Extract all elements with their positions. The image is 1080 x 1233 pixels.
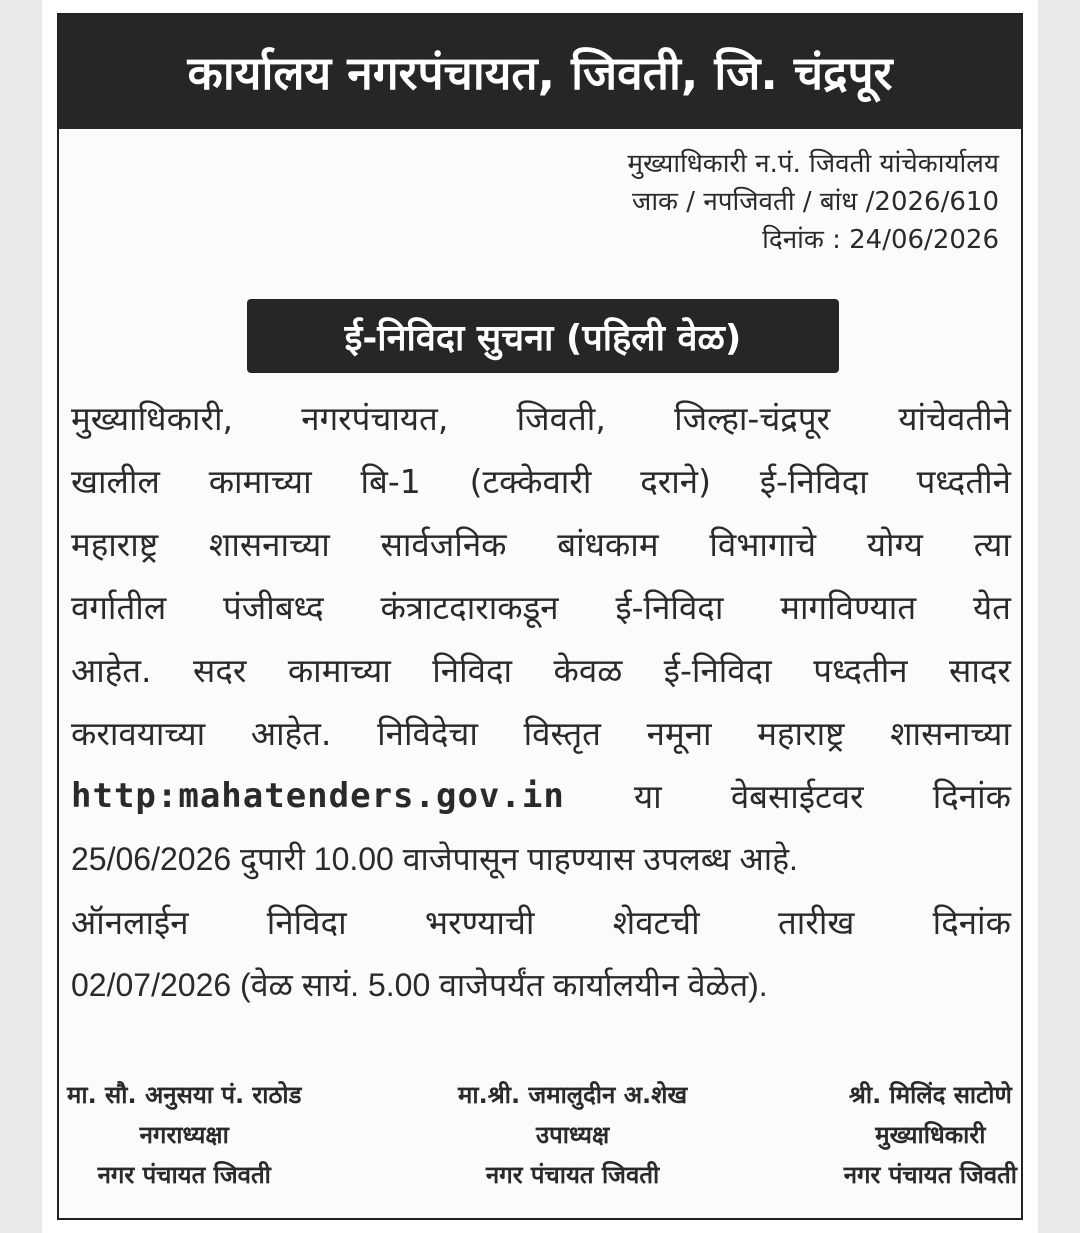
word: ई-निविदा [759, 462, 868, 501]
word: दिनांक [932, 777, 1011, 816]
word: योग्य [866, 525, 923, 564]
word: त्या [973, 525, 1011, 564]
signatory-office: नगर पंचायत जिवती [97, 1161, 271, 1189]
word: ऑनलाईन [71, 903, 189, 942]
body-line-url [71, 765, 1011, 828]
signatory-office: नगर पंचायत जिवती [843, 1161, 1017, 1189]
word: ई-निविदा [615, 588, 724, 627]
word: बांधकाम [557, 525, 659, 564]
word: पंजीबध्द [223, 588, 324, 627]
word: जिवती, [516, 399, 606, 438]
tender-notice [57, 13, 1023, 1220]
word: नगरपंचायत, [301, 399, 449, 438]
word: महाराष्ट्र [757, 714, 845, 753]
word: कंत्राटदाराकडून [380, 588, 559, 627]
word: सादर [949, 651, 1011, 690]
word: नमूना [646, 714, 712, 753]
body-line-1 [71, 387, 1011, 450]
office-line: मुख्याधिकारी न.पं. जिवती यांचेकार्यालय [627, 149, 999, 179]
word: यांचेवतीने [898, 399, 1011, 438]
notice-heading: ई-निविदा सुचना (पहिली वेळ) [247, 299, 839, 373]
word: ई-निविदा [663, 651, 772, 690]
word: कामाच्या [287, 651, 391, 690]
signature-block [67, 1075, 1017, 1195]
word: मागविण्यात [780, 588, 917, 627]
notice-date: दिनांक : 24/06/2026 [762, 225, 999, 255]
signatory-chief-officer [844, 1075, 1017, 1195]
word: तारीख [777, 903, 855, 942]
notice-body [71, 387, 1011, 1017]
body-line-deadline [71, 954, 1011, 1017]
word: सदर [193, 651, 247, 690]
word: जिल्हा-चंद्रपूर [674, 399, 831, 438]
office-title: कार्यालय नगरपंचायत, जिवती, जि. चंद्रपूर [187, 46, 893, 100]
word: वेबसाईटवर [730, 777, 864, 816]
body-line-availability [71, 828, 1011, 891]
word: आहेत. [71, 651, 152, 690]
word: भरण्याची [424, 903, 535, 942]
word: आहेत. [250, 714, 332, 753]
word: विस्तृत [523, 714, 601, 753]
word: कामाच्या [208, 462, 312, 501]
body-line-4 [71, 576, 1011, 639]
left-margin [0, 0, 42, 1233]
word: दराने) [640, 462, 711, 501]
word: वर्गातील [71, 588, 167, 627]
word: निविदा [432, 651, 513, 690]
word: पध्दतीन [813, 651, 908, 690]
body-line-6 [71, 702, 1011, 765]
deadline-text: 02/07/2026 (वेळ सायं. 5.00 वाजेपर्यंत कार्यालयीन वेळेत). [71, 967, 768, 1003]
signatory-office: नगर पंचायत जिवती [485, 1161, 660, 1189]
word: शासनाच्या [890, 714, 1011, 753]
body-line-5 [71, 639, 1011, 702]
word: केवळ [553, 651, 623, 690]
body-line-3 [71, 513, 1011, 576]
word: करावयाच्या [71, 714, 206, 753]
reference-number: जाक / नपजिवती / बांध /2026/610 [632, 187, 999, 217]
word: सार्वजनिक [380, 525, 507, 564]
signatory-president [67, 1075, 301, 1195]
word: शेवटची [612, 903, 700, 942]
word: बि-1 [360, 462, 421, 501]
word: पध्दतीने [916, 462, 1011, 501]
header-band [59, 15, 1021, 129]
word: या [633, 777, 662, 816]
word: दिनांक [932, 903, 1011, 942]
signatory-name: मा.श्री. जमालुदीन अ.शेख [458, 1081, 688, 1109]
word: मुख्याधिकारी, [71, 399, 233, 438]
word: येत [972, 588, 1011, 627]
signatory-vice-president [458, 1075, 687, 1195]
availability-text: 25/06/2026 दुपारी 10.00 वाजेपासून पाहण्यास उपलब्ध आहे. [71, 841, 798, 877]
word: विभागाचे [709, 525, 817, 564]
word: खालील [71, 462, 160, 501]
right-margin [1038, 0, 1080, 1233]
word: महाराष्ट्र [71, 525, 159, 564]
signatory-name: श्री. मिलिंद साटोणे [848, 1081, 1012, 1109]
word: शासनाच्या [208, 525, 330, 564]
signatory-designation: उपाध्यक्ष [536, 1121, 610, 1149]
word: निविदा [266, 903, 347, 942]
office-info [628, 145, 999, 259]
body-line-2 [71, 450, 1011, 513]
signatory-designation: नगराध्यक्षा [139, 1121, 229, 1149]
word: निविदेचा [377, 714, 478, 753]
word: (टक्केवारी [469, 462, 592, 501]
signatory-name: मा. सौ. अनुसया पं. राठोड [67, 1081, 302, 1109]
tender-website-url: http:mahatenders.gov.in [71, 776, 565, 816]
body-line-online [71, 891, 1011, 954]
signatory-designation: मुख्याधिकारी [875, 1121, 986, 1149]
